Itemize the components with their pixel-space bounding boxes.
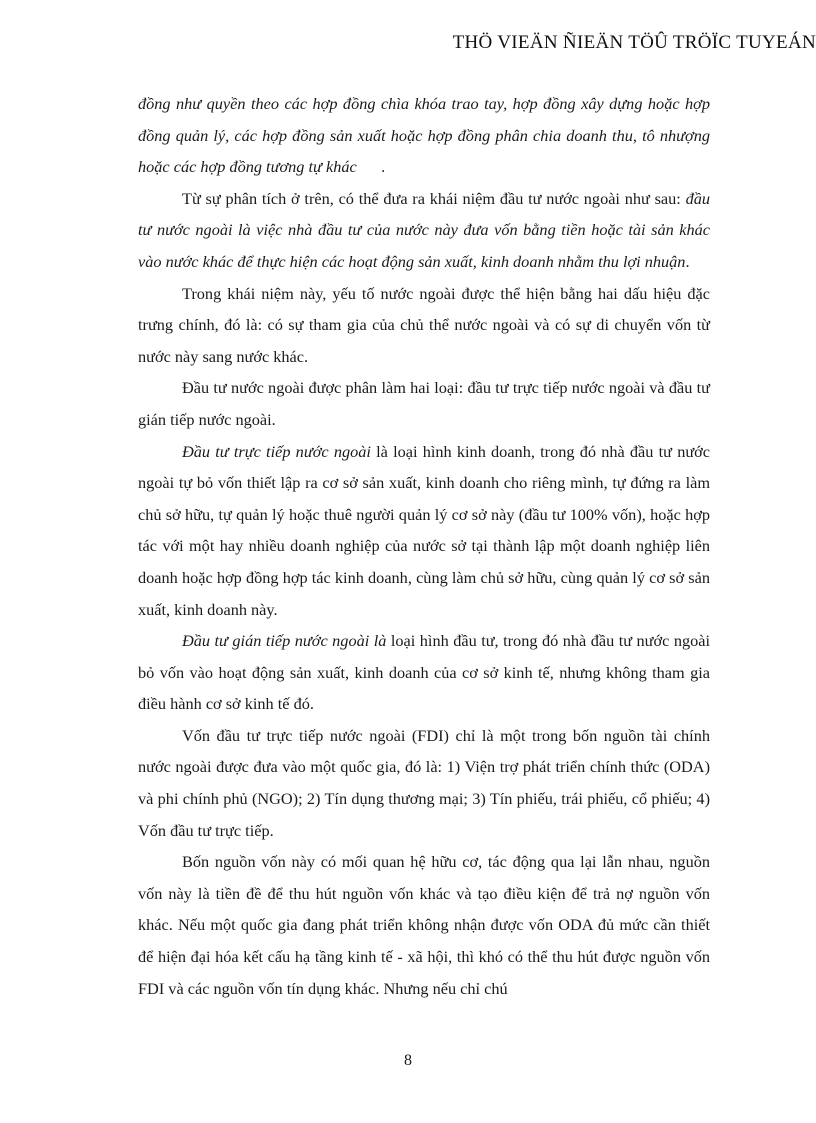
paragraph-4 [138, 372, 710, 435]
paragraph-5-term: Đầu tư trực tiếp nước ngoài [182, 441, 371, 461]
document-body [138, 88, 710, 1004]
paragraph-6 [138, 625, 710, 720]
paragraph-5-text: là loại hình kinh doanh, trong đó nhà đầu tư nước ngoài tự bỏ vốn thiết lập ra cơ sở sản xuất, kinh doanh cho riêng mình, tự đứng ra làm chủ sở hữu, tự quản lý hoặc thuê người quản lý cơ sở này (đầu tư 100% vốn), hoặc hợp tác với một hay nhiều doanh nghiệp của nước sở tại thành lập một doanh nghiệp liên doanh hoặc hợp đồng hợp tác kinh doanh, cùng làm chủ sở hữu, cùng quản lý cơ sở sản xuất, kinh doanh này. [138, 441, 711, 619]
paragraph-8-text: Bốn nguồn vốn này có mối quan hệ hữu cơ, tác động qua lại lẫn nhau, nguồn vốn này là tiền đề để thu hút nguồn vốn khác và tạo điều kiện để trả nợ nguồn vốn khác. Nếu một quốc gia đang phát triển không nhận được vốn ODA đủ mức cần thiết để hiện đại hóa kết cấu hạ tầng kinh tế - xã hội, thì khó có thể thu hút được nguồn vốn FDI và các nguồn vốn tín dụng khác. Nhưng nếu chỉ chú [138, 852, 710, 998]
paragraph-2-definition: đầu tư nước ngoài là việc nhà đầu tư của nước này đưa vốn bằng tiền hoặc tài sản khác vào nước khác để thực hiện các hoạt động sản xuất, kinh doanh nhằm thu lợi nhuận [138, 188, 710, 271]
paragraph-5 [138, 436, 710, 626]
paragraph-4-text: Đầu tư nước ngoài được phân làm hai loại: đầu tư trực tiếp nước ngoài và đầu tư gián tiếp nước ngoài. [138, 378, 710, 429]
page-header-title: THÖ VIEÄN ÑIEÄN TÖÛ TRÖÏC TUYEÁN [452, 32, 816, 53]
paragraph-6-text: loại hình đầu tư, trong đó nhà đầu tư nước ngoài bỏ vốn vào hoạt động sản xuất, kinh doanh của cơ sở kinh tế, nhưng không tham gia điều hành cơ sở kinh tế đó. [138, 631, 710, 714]
paragraph-1-end: . [356, 157, 386, 177]
page-number: 8 [404, 1052, 412, 1069]
paragraph-8 [138, 846, 710, 1004]
paragraph-7 [138, 720, 710, 846]
paragraph-2-intro: Từ sự phân tích ở trên, có thể đưa ra khái niệm đầu tư nước ngoài như sau: [182, 188, 686, 208]
paragraph-6-term: Đầu tư gián tiếp nước ngoài là [182, 631, 387, 651]
paragraph-2 [138, 183, 710, 278]
paragraph-7-text: Vốn đầu tư trực tiếp nước ngoài (FDI) chỉ là một trong bốn nguồn tài chính nước ngoài được đưa vào một quốc gia, đó là: 1) Viện trợ phát triển chính thức (ODA) và phi chính phủ (NGO); 2) Tín dụng thương mại; 3) Tín phiếu, trái phiếu, cổ phiếu; 4) Vốn đầu tư trực tiếp. [138, 725, 710, 840]
paragraph-2-end: . [685, 251, 690, 271]
paragraph-3 [138, 278, 710, 373]
paragraph-1-text: đồng như quyền theo các hợp đồng chìa khóa trao tay, hợp đồng xây dựng hoặc hợp đồng quản lý, các hợp đồng sản xuất hoặc hợp đồng phân chia doanh thu, tô nhượng hoặc các hợp đồng tương tự khác [138, 94, 710, 177]
paragraph-1 [138, 88, 710, 183]
paragraph-3-text: Trong khái niệm này, yếu tố nước ngoài được thể hiện bằng hai dấu hiệu đặc trưng chính, đó là: có sự tham gia của chủ thể nước ngoài và có sự di chuyển vốn từ nước này sang nước khác. [138, 283, 710, 366]
